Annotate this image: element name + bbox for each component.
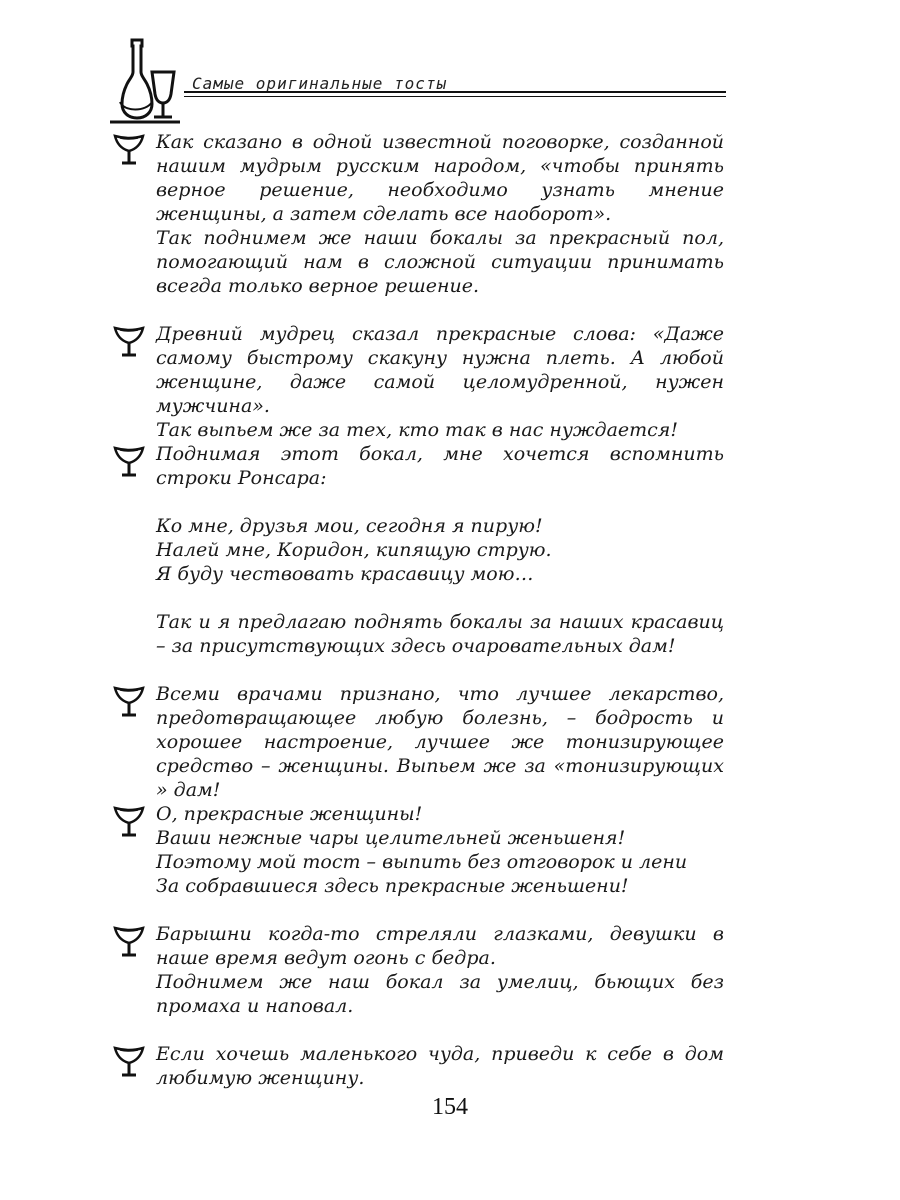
verse-line: О, прекрасные женщины!	[156, 803, 423, 825]
goblet-icon	[112, 444, 146, 478]
header-rule	[184, 91, 726, 93]
verse-line: Ваши нежные чары целительней женьшеня!	[156, 827, 626, 849]
running-header	[108, 36, 726, 126]
goblet-icon	[112, 804, 146, 838]
toast-entry	[112, 922, 724, 1018]
toast-paragraph: Если хочешь маленького чуда, приведи к себе в дом любимую женщину.	[156, 1043, 724, 1089]
goblet-icon	[112, 1044, 146, 1078]
toast-paragraph: Поднимая этот бокал, мне хочется вспомнить строки Ронсара:	[156, 443, 724, 489]
toast-paragraph: Древний мудрец сказал прекрасные слова: «Даже самому быстрому скакуну нужна плеть. А любой женщине, даже самой целомудренной, нужен мужчина».	[156, 323, 724, 417]
goblet-icon	[112, 132, 146, 166]
verse-line: За собравшиеся здесь прекрасные женьшени!	[156, 875, 629, 897]
toast-paragraph: Так поднимем же наши бокалы за прекрасный пол, помогающий нам в сложной ситуации принимать всегда только верное решение.	[156, 227, 724, 297]
toast-paragraph: Барышни когда-то стреляли глазками, девушки в наше время ведут огонь с бедра.	[156, 923, 724, 969]
toast-entry	[112, 322, 724, 442]
toast-paragraph: Так выпьем же за тех, кто так в нас нуждается!	[156, 419, 679, 441]
verse-line: Ко мне, друзья мои, сегодня я пирую!	[156, 515, 543, 537]
toast-text	[156, 922, 724, 1018]
toast-entry	[112, 130, 724, 298]
toast-entry	[112, 802, 724, 898]
toast-text	[156, 322, 724, 442]
toast-paragraph: Всеми врачами признано, что лучшее лекарство, предотвращающее любую болезнь, – бодрость и хорошее настроение, лучшее же тонизирующее средство – женщины. Выпьем же за «тонизирующих » дам!	[156, 683, 724, 801]
header-rule-thin	[184, 96, 726, 97]
page-number: 154	[432, 1094, 468, 1120]
header-title: Самые оригинальные тосты	[192, 74, 448, 93]
toast-text	[156, 442, 724, 658]
goblet-icon	[112, 324, 146, 358]
toast-paragraph: Как сказано в одной известной поговорке, созданной нашим мудрым русским народом, «чтобы принять верное решение, необходимо узнать мнение женщины, а затем сделать все наоборот».	[156, 131, 724, 225]
toast-text	[156, 1042, 724, 1090]
toast-text	[156, 802, 724, 898]
toast-entry	[112, 682, 724, 802]
goblet-icon	[112, 924, 146, 958]
toast-text	[156, 130, 724, 298]
toast-paragraph: Так и я предлагаю поднять бокалы за наших красавиц – за присутствующих здесь очаровательных дам!	[156, 611, 724, 657]
toast-paragraph: Поднимем же наш бокал за умелиц, бьющих без промаха и наповал.	[156, 971, 724, 1017]
bottle-and-glass-icon	[108, 36, 188, 126]
toast-text	[156, 682, 724, 802]
verse-line: Поэтому мой тост – выпить без отговорок и лени	[156, 851, 688, 873]
toast-entry	[112, 1042, 724, 1090]
toast-entry	[112, 442, 724, 658]
verse-line: Я буду чествовать красавицу мою…	[156, 563, 534, 585]
verse-line: Налей мне, Коридон, кипящую струю.	[156, 539, 552, 561]
goblet-icon	[112, 684, 146, 718]
